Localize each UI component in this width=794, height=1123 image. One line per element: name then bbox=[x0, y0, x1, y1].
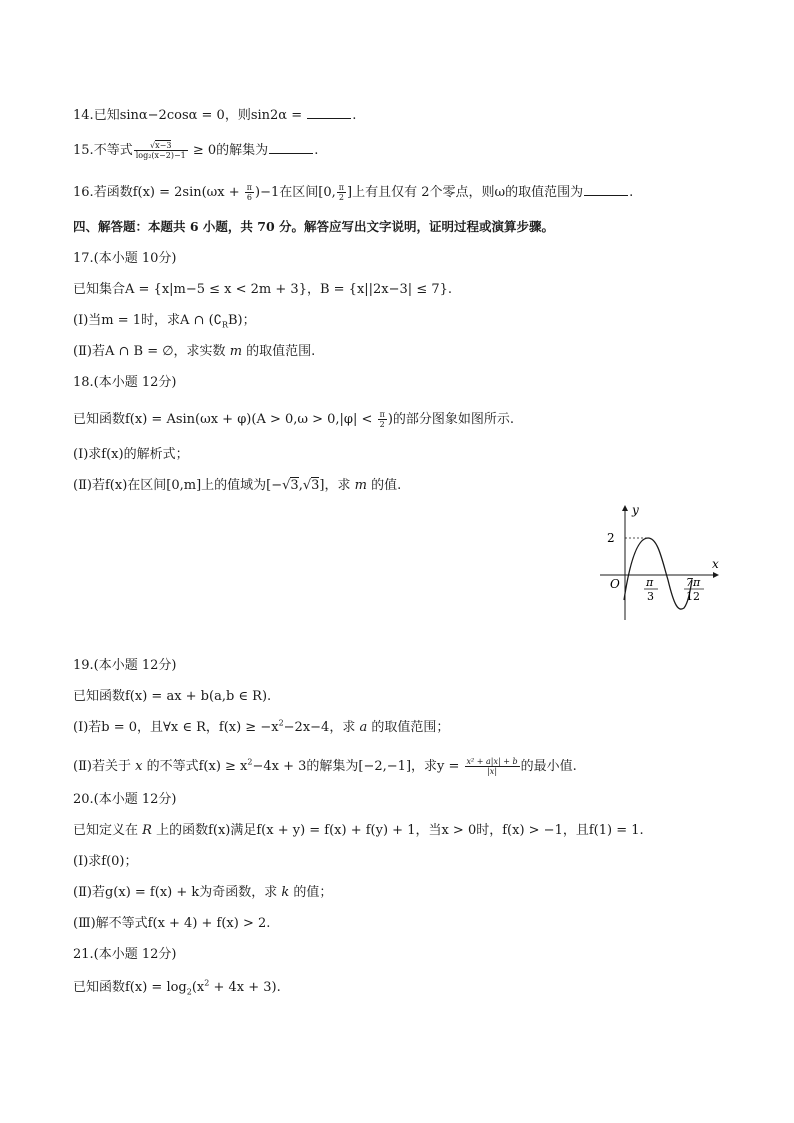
q19-stem: 已知函数f(x) = ax + b(a,b ∈ R). bbox=[73, 689, 272, 704]
q20-stem: 已知定义在 R 上的函数f(x)满足f(x + y) = f(x) + f(y) + 1，当x > 0时，f(x) > −1，且f(1) = 1. bbox=[73, 823, 644, 838]
answer-blank bbox=[584, 183, 628, 196]
q19-title: 19.(本小题 12分) bbox=[73, 658, 177, 673]
q17-part2: (Ⅱ)若A ∩ B = ∅，求实数 m 的取值范围. bbox=[73, 344, 316, 359]
x-tick-1-num: π bbox=[646, 576, 654, 589]
q14-number: 14. bbox=[73, 108, 94, 123]
x-axis-label: x bbox=[712, 557, 719, 571]
question-15: 15.不等式 $\frac{√x-3}{\text{log₂(x−2)−1}}$ ≥ 0的解集为 . bbox=[73, 141, 319, 160]
q15-fraction: $\frac{√x-3}{\text{log₂(x−2)−1}}$ bbox=[135, 141, 186, 160]
q18-stem: 已知函数f(x) = Asin(ωx + φ)(A > 0,ω > 0,|φ| < $\frac{\pi}{2}$ )的部分图象如图所示. bbox=[73, 410, 515, 429]
q21-stem: 已知函数$f(x) = \log_2(x^2 + 4x + 3)$. bbox=[73, 978, 281, 997]
question-16: 16.若函数f(x) = 2sin(ωx + $\frac{\pi}{6}$ )−1在区间[0, $\frac{\pi}{2}$ ]上有且仅有 2个零点，则ω的取值范围为 . bbox=[73, 183, 634, 202]
q18-part2: (Ⅱ)若f(x)在区间[0,m]上的值域为[−√3,√3]，求 m 的值. bbox=[73, 478, 402, 493]
question-14: 14.已知sinα−2cosα = 0，则sin2α = . bbox=[73, 108, 357, 123]
q20-title: 20.(本小题 12分) bbox=[73, 792, 177, 807]
answer-blank bbox=[269, 141, 313, 154]
q21-title: 21.(本小题 12分) bbox=[73, 947, 177, 962]
y-tick-label: 2 bbox=[607, 531, 615, 545]
q20-part3: (Ⅲ)解不等式f(x + 4) + f(x) > 2. bbox=[73, 916, 271, 931]
answer-blank bbox=[307, 106, 351, 119]
q20-part1: (Ⅰ)求f(0)； bbox=[73, 854, 138, 869]
section-heading: 四、解答题：本题共 6 小题，共 70 分。解答应写出文字说明，证明过程或演算步骤。 bbox=[73, 219, 555, 234]
x-tick-2-num: 7π bbox=[686, 576, 701, 589]
sine-curve bbox=[624, 538, 692, 609]
q19-part2: (Ⅱ)若关于 x 的不等式$f(x) \ge x^2-4x + 3$的解集为[−2,−1]，求y = $\frac{\text{x² + a|x| + b}}{|x|}$ 的最小值. bbox=[73, 757, 577, 776]
y-axis-label: y bbox=[632, 503, 639, 517]
q19-fraction: $\frac{\text{x² + a|x| + b}}{|x|}$ bbox=[466, 757, 518, 776]
origin-label: O bbox=[610, 577, 620, 591]
sine-graph-figure bbox=[600, 500, 730, 625]
x-tick-2-den: 12 bbox=[686, 590, 700, 603]
q17-part1: (Ⅰ)当m = 1时，求A ∩ $(∁_RB)$； bbox=[73, 313, 256, 330]
q18-part1: (Ⅰ)求f(x)的解析式； bbox=[73, 447, 189, 462]
q18-title: 18.(本小题 12分) bbox=[73, 375, 177, 390]
q17-stem: 已知集合A = {x|m−5 ≤ x < 2m + 3}，B = {x||2x−3| ≤ 7}. bbox=[73, 282, 453, 297]
x-tick-1-den: 3 bbox=[647, 590, 654, 603]
q20-part2: (Ⅱ)若g(x) = f(x) + k为奇函数，求 k 的值； bbox=[73, 885, 333, 900]
q19-part1: (Ⅰ)若b = 0，且∀x ∈ R，$f(x) \ge -x^2-2x-4$，求 a 的取值范围； bbox=[73, 718, 450, 735]
q14-text: 已知sinα−2cosα = 0，则sin2α = bbox=[93, 108, 307, 123]
q17-title: 17.(本小题 10分) bbox=[73, 251, 177, 266]
